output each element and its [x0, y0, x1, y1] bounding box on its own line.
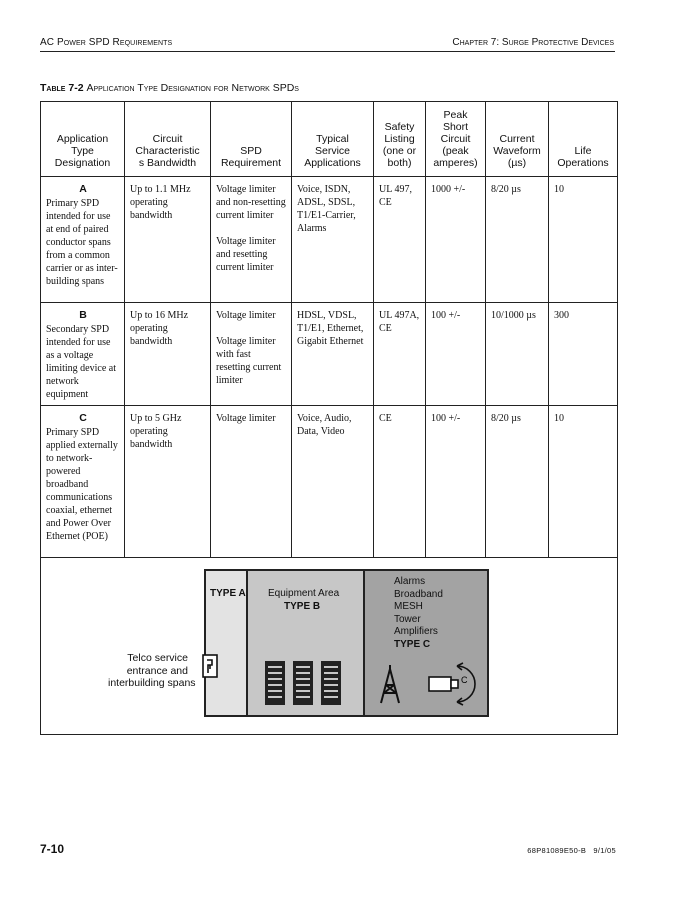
type-a-label: TYPE A [210, 588, 246, 599]
camera-letter: C [461, 675, 468, 685]
cell-designation: B Secondary SPD intended for use as a voltage limiting device at network equipment [41, 303, 125, 406]
cell-bandwidth: Up to 1.1 MHz operating bandwidth [125, 177, 211, 303]
type-c-item: MESH [394, 601, 423, 613]
table-caption [40, 82, 299, 94]
type-c-item: Tower [394, 613, 421, 625]
cell-requirement: Voltage limiter and non-resetting current limiter Voltage limiter and resetting current limiter [211, 177, 292, 303]
running-header-right: Chapter 7: Surge Protective Devices [452, 37, 614, 48]
type-c-applications [394, 576, 443, 652]
col-header-peak: Peak Short Circuit (peak amperes) [426, 102, 486, 177]
cell-life: 300 [549, 303, 618, 406]
protector-block-icon [198, 651, 224, 681]
cell-bandwidth: Up to 5 GHz operating bandwidth [125, 406, 211, 558]
network-zone-diagram [204, 569, 489, 717]
header-rule [40, 51, 615, 52]
cell-requirement: Voltage limiter [211, 406, 292, 558]
cell-safety: CE [374, 406, 426, 558]
zone-type-a [206, 571, 248, 715]
cell-applications: HDSL, VDSL, T1/E1, Ethernet, Gigabit Ethernet [292, 303, 374, 406]
zone-type-c [365, 571, 487, 715]
equipment-area-label: Equipment Area [268, 588, 340, 599]
cell-peak: 1000 +/- [426, 177, 486, 303]
zone-type-b [248, 571, 365, 715]
table-header-row [41, 102, 618, 177]
type-letter: B [79, 309, 87, 321]
col-header-requirement: SPD Requirement [211, 102, 292, 177]
cell-waveform: 10/1000 µs [486, 303, 549, 406]
cell-peak: 100 +/- [426, 406, 486, 558]
type-c-label: TYPE C [394, 638, 431, 650]
cell-safety: UL 497A, CE [374, 303, 426, 406]
cell-life: 10 [549, 406, 618, 558]
cell-peak: 100 +/- [426, 303, 486, 406]
cell-bandwidth: Up to 16 MHz operating bandwidth [125, 303, 211, 406]
page-number: 7-10 [40, 842, 65, 856]
equipment-rack-icon [321, 661, 341, 705]
type-c-item: Alarms [394, 576, 426, 587]
table-label: Table 7-2 [40, 82, 84, 94]
equipment-rack-icon [293, 661, 313, 705]
cell-safety: UL 497, CE [374, 177, 426, 303]
col-header-life: Life Operations [549, 102, 618, 177]
type-b-label: TYPE B [284, 601, 321, 612]
cell-designation: A Primary SPD intended for use at end of paired conductor spans from a common carrier or as inter-building spans [41, 177, 125, 303]
cell-applications: Voice, Audio, Data, Video [292, 406, 374, 558]
col-header-waveform: Current Waveform (µs) [486, 102, 549, 177]
table-row [41, 303, 618, 406]
cell-waveform: 8/20 µs [486, 406, 549, 558]
type-c-item: Broadband [394, 588, 443, 600]
cell-designation: C Primary SPD applied externally to network-powered broadband communications coaxial, ethernet and Power Over Ethernet (POE) [41, 406, 125, 558]
antenna-tower-icon [377, 665, 403, 705]
cell-applications: Voice, ISDN, ADSL, SDSL, T1/E1-Carrier, Alarms [292, 177, 374, 303]
col-header-safety: Safety Listing (one or both) [374, 102, 426, 177]
running-header-left: AC Power SPD Requirements [40, 37, 173, 48]
type-letter: A [79, 183, 87, 195]
cell-requirement: Voltage limiter Voltage limiter with fast resetting current limiter [211, 303, 292, 406]
col-header-bandwidth: Circuit Characteristic s Bandwidth [125, 102, 211, 177]
document-id: 68P81089E50-B 9/1/05 [527, 846, 616, 855]
cell-life: 10 [549, 177, 618, 303]
telco-label: Telco service entrance and interbuilding spans [108, 652, 196, 689]
type-letter: C [79, 412, 87, 424]
cell-waveform: 8/20 µs [486, 177, 549, 303]
col-header-designation: Application Type Designation [41, 102, 125, 177]
table-row [41, 177, 618, 303]
camera-icon [427, 661, 485, 707]
table-title: Application Type Designation for Network SPDs [86, 82, 299, 94]
col-header-applications: Typical Service Applications [292, 102, 374, 177]
table-row [41, 406, 618, 558]
equipment-rack-icon [265, 661, 285, 705]
spd-table [40, 101, 618, 558]
type-c-item: Amplifiers [394, 626, 438, 638]
